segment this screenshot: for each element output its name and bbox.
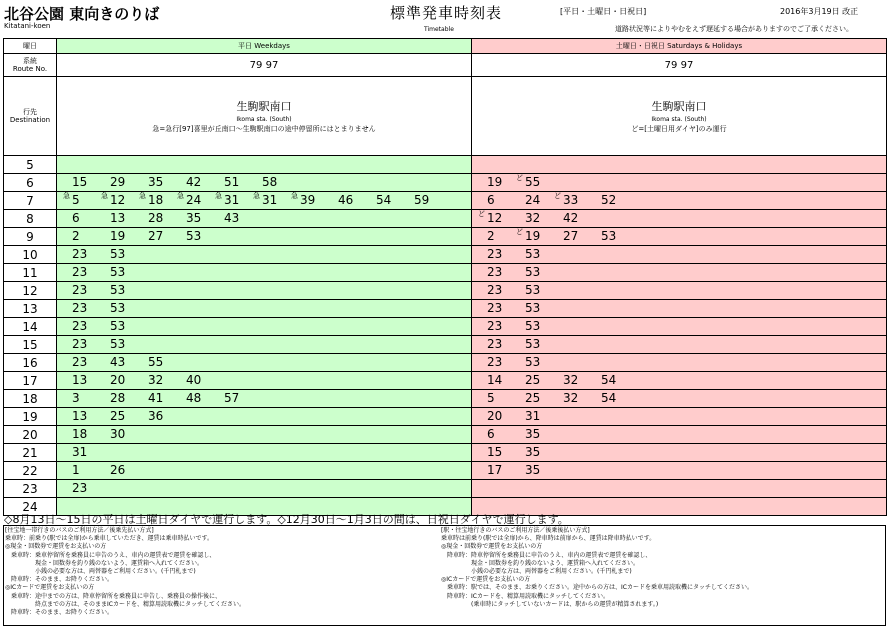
holiday-column-header: 土曜日・日祝日 Saturdays & Holidays xyxy=(472,39,887,54)
hour-rows xyxy=(4,156,887,516)
service-mark: 急 xyxy=(101,192,108,200)
departure-minute: 53 xyxy=(525,319,541,333)
weekday-minutes xyxy=(57,426,472,444)
departure-minute: 20 xyxy=(110,373,126,387)
timetable-header xyxy=(0,0,889,38)
hour-row xyxy=(4,462,887,480)
fare-info-line: 降車時：降車停留所を乗務員に申告のうえ、車内の運賃表で運賃を確認し、 xyxy=(441,551,652,559)
hour-row xyxy=(4,354,887,372)
fare-info-line: 降車時：そのまま、お降りください。 xyxy=(5,576,114,584)
departure-minute: 3 xyxy=(72,391,80,405)
holiday-minutes xyxy=(472,210,887,228)
service-mark: 急 xyxy=(139,192,146,200)
fare-info-line: 降車時：そのまま、お降りください。 xyxy=(5,609,114,617)
departure-minute: 43 xyxy=(110,355,126,369)
departure-minute: 26 xyxy=(110,463,126,477)
service-mark: 急 xyxy=(177,192,184,200)
departure-minute: 35 xyxy=(186,211,202,225)
weekday-minutes xyxy=(57,390,472,408)
fare-info-line: (乗車時にタッチしていないカードは、駅からの運賃が精算されます。) xyxy=(441,600,659,608)
route-row xyxy=(4,54,887,77)
departure-minute: 35 xyxy=(525,427,541,441)
fare-info-line: 降車時：ICカードを、精算用読取機にタッチしてください。 xyxy=(441,592,609,600)
fare-info-line: 乗車時：前乗り(駅では全扉)から乗車していただき、運賃は乗車時払いです。 xyxy=(5,535,213,543)
weekday-minutes xyxy=(57,408,472,426)
departure-minute: 30 xyxy=(110,427,126,441)
departure-minute: 53 xyxy=(525,337,541,351)
departure-minute: 28 xyxy=(148,211,164,225)
departure-minute: 23 xyxy=(487,355,503,369)
service-mark: 急 xyxy=(215,192,222,200)
departure-minute: 36 xyxy=(148,409,164,423)
departure-minute: 23 xyxy=(72,337,88,351)
hour-row xyxy=(4,390,887,408)
holiday-minutes xyxy=(472,264,887,282)
departure-minute: 25 xyxy=(110,409,126,423)
hour-cell: 18 xyxy=(4,390,57,408)
fare-info-line: [駅・往宝地行きのバスのご利用方法／後乗後払い方式] xyxy=(441,527,590,534)
departure-minute: 23 xyxy=(72,283,88,297)
destination-label xyxy=(4,77,57,156)
departure-minute: 23 xyxy=(72,481,88,495)
departure-minute: 13 xyxy=(72,409,88,423)
departure-minute: 53 xyxy=(110,301,126,315)
departure-minute: 54 xyxy=(601,373,617,387)
service-mark: ど xyxy=(478,210,485,218)
weekday-destination-note: 急=急行[97]喜里が丘南口～生駒駅南口の途中停留所にはとまりません xyxy=(152,125,376,133)
weekday-destination-en: Ikoma sta. (South) xyxy=(236,116,292,123)
departure-minute: 31 xyxy=(262,193,278,207)
holiday-minutes xyxy=(472,354,887,372)
hour-cell: 23 xyxy=(4,480,57,498)
hour-row xyxy=(4,372,887,390)
departure-minute: 23 xyxy=(487,247,503,261)
destination-label-en: Destination xyxy=(9,116,51,124)
route-label xyxy=(4,54,57,77)
departure-minute: 48 xyxy=(186,391,202,405)
holiday-minutes xyxy=(472,246,887,264)
stop-romaji: Kitatani-koen xyxy=(4,22,51,30)
weekday-minutes xyxy=(57,228,472,246)
fare-info-line: 乗車時：乗車停留所を乗務員に申告のうえ、車内の運賃表で運賃を確認し、 xyxy=(5,551,216,559)
fare-info-line: ◎ICカードで運賃をお支払いの方 xyxy=(441,576,531,584)
fare-info-line: 乗車時：駅では、そのまま、お乗りください。途中からの方は、ICカードを乗車用読取機にタッチしてください。 xyxy=(441,584,753,592)
departure-minute: 27 xyxy=(563,229,579,243)
departure-minute: 51 xyxy=(224,175,240,189)
revision-date: 2016年3月19日 改正 xyxy=(780,7,859,16)
departure-minute: 53 xyxy=(110,319,126,333)
departure-minute: 13 xyxy=(72,373,88,387)
hour-cell: 15 xyxy=(4,336,57,354)
holiday-minutes xyxy=(472,390,887,408)
departure-minute: 14 xyxy=(487,373,503,387)
fare-info-line: [往宝地一帯行きのバスのご利用方法／後乗先払い方式] xyxy=(5,527,154,534)
departure-minute: 25 xyxy=(525,373,541,387)
departure-minute: 19 xyxy=(487,175,503,189)
weekday-minutes xyxy=(57,156,472,174)
weekday-minutes xyxy=(57,444,472,462)
holiday-minutes xyxy=(472,336,887,354)
departure-minute: 6 xyxy=(487,427,495,441)
departure-minute: 53 xyxy=(110,247,126,261)
departure-minute: 6 xyxy=(487,193,495,207)
departure-minute: 23 xyxy=(487,337,503,351)
departure-minute: 19 xyxy=(110,229,126,243)
weekday-column-header: 平日 Weekdays xyxy=(57,39,472,54)
hour-cell: 24 xyxy=(4,498,57,516)
departure-minute: 28 xyxy=(110,391,126,405)
hour-cell: 16 xyxy=(4,354,57,372)
fare-info-line: 小銭の必要な方は、両替器をご利用ください。(千円札まで) xyxy=(5,568,196,576)
departure-minute: 53 xyxy=(525,265,541,279)
weekday-minutes xyxy=(57,246,472,264)
departure-minute: 23 xyxy=(72,247,88,261)
operation-notice: ◇8月13日～15日の平日は土曜日ダイヤで運行します。◇12月30日～1月3日の間は、日祝日ダイヤで運行します。 xyxy=(4,513,569,526)
weekday-minutes xyxy=(57,300,472,318)
holiday-minutes xyxy=(472,192,887,210)
weekday-route: 79 97 xyxy=(57,54,472,77)
departure-minute: 31 xyxy=(525,409,541,423)
fare-info-line: 現金・回数券を釣り銭のないよう、運賃箱へ入れてください。 xyxy=(5,559,204,567)
service-mark: 急 xyxy=(291,192,298,200)
destination-label-ja: 行先 xyxy=(23,108,37,116)
fare-info-line: 乗車時：途中までの方は、降車停留所を乗務員に申告し、乗務員の操作後に、 xyxy=(5,592,222,600)
departure-minute: 18 xyxy=(148,193,164,207)
departure-minute: 6 xyxy=(72,211,80,225)
departure-minute: 53 xyxy=(525,301,541,315)
departure-minute: 32 xyxy=(563,373,579,387)
fare-info-right xyxy=(441,527,753,609)
departure-minute: 31 xyxy=(224,193,240,207)
departure-minute: 23 xyxy=(487,301,503,315)
hour-row xyxy=(4,444,887,462)
departure-minute: 42 xyxy=(186,175,202,189)
departure-minute: 15 xyxy=(72,175,88,189)
departure-minute: 42 xyxy=(563,211,579,225)
hour-row xyxy=(4,336,887,354)
service-mark: ど xyxy=(554,192,561,200)
departure-minute: 23 xyxy=(487,319,503,333)
departure-minute: 32 xyxy=(148,373,164,387)
holiday-minutes xyxy=(472,228,887,246)
weekday-minutes xyxy=(57,318,472,336)
departure-minute: 53 xyxy=(110,283,126,297)
timetable-subtitle: Timetable xyxy=(424,26,454,33)
departure-minute: 53 xyxy=(525,247,541,261)
fare-info-line: ◎現金・回数券で運賃をお支払いの方 xyxy=(5,543,107,551)
holiday-minutes xyxy=(472,426,887,444)
hour-cell: 21 xyxy=(4,444,57,462)
departure-minute: 23 xyxy=(72,319,88,333)
departure-minute: 2 xyxy=(487,229,495,243)
departure-minute: 53 xyxy=(186,229,202,243)
departure-minute: 41 xyxy=(148,391,164,405)
hour-row xyxy=(4,408,887,426)
holiday-minutes xyxy=(472,300,887,318)
departure-minute: 52 xyxy=(601,193,617,207)
departure-minute: 1 xyxy=(72,463,80,477)
timetable-title: 標準発車時刻表 xyxy=(390,4,503,22)
departure-minute: 20 xyxy=(487,409,503,423)
hour-row xyxy=(4,246,887,264)
departure-minute: 2 xyxy=(72,229,80,243)
holiday-destination xyxy=(472,77,887,156)
hour-cell: 14 xyxy=(4,318,57,336)
weekday-minutes xyxy=(57,372,472,390)
fare-info-line: 小銭の必要な方は、両替器をご利用ください。(千円札まで) xyxy=(441,568,632,576)
hour-row xyxy=(4,174,887,192)
departure-minute: 57 xyxy=(224,391,240,405)
hour-cell: 19 xyxy=(4,408,57,426)
service-mark: ど xyxy=(516,228,523,236)
hour-row xyxy=(4,426,887,444)
weekday-destination xyxy=(57,77,472,156)
hour-cell: 11 xyxy=(4,264,57,282)
departure-minute: 43 xyxy=(224,211,240,225)
hour-row xyxy=(4,300,887,318)
departure-minute: 12 xyxy=(110,193,126,207)
holiday-minutes xyxy=(472,462,887,480)
hour-cell: 12 xyxy=(4,282,57,300)
weekday-minutes xyxy=(57,336,472,354)
fare-info-left xyxy=(5,527,245,617)
hour-cell: 8 xyxy=(4,210,57,228)
hour-row xyxy=(4,156,887,174)
hour-row xyxy=(4,282,887,300)
route-label-ja: 系統 xyxy=(23,57,37,65)
departure-minute: 23 xyxy=(487,283,503,297)
fare-info-line: ◎ICカードで運賃をお支払いの方 xyxy=(5,584,95,592)
holiday-destination-note: ど=[土曜日用ダイヤ]のみ運行 xyxy=(631,125,727,133)
departure-minute: 17 xyxy=(487,463,503,477)
hour-cell: 7 xyxy=(4,192,57,210)
fare-info-line: 乗車時は前乗り(駅では全扉)から、降車時は前扉から、運賃は降車時払いです。 xyxy=(441,535,656,543)
holiday-minutes xyxy=(472,174,887,192)
departure-minute: 53 xyxy=(110,265,126,279)
fare-info-line: ◎現金・回数券で運賃をお支払いの方 xyxy=(441,543,543,551)
route-label-en: Route No. xyxy=(12,65,48,73)
departure-minute: 54 xyxy=(601,391,617,405)
holiday-minutes xyxy=(472,318,887,336)
hour-cell: 13 xyxy=(4,300,57,318)
departure-minute: 55 xyxy=(525,175,541,189)
weekday-minutes xyxy=(57,192,472,210)
fare-info-line: 現金・回数券を釣り銭のないよう、運賃箱へ入れてください。 xyxy=(441,559,640,567)
weekday-minutes xyxy=(57,354,472,372)
departure-minute: 53 xyxy=(525,283,541,297)
hour-cell: 5 xyxy=(4,156,57,174)
hour-row xyxy=(4,318,887,336)
service-mark: ど xyxy=(516,174,523,182)
departure-minute: 40 xyxy=(186,373,202,387)
hour-row xyxy=(4,228,887,246)
hour-row xyxy=(4,192,887,210)
weekday-minutes xyxy=(57,210,472,228)
departure-minute: 24 xyxy=(525,193,541,207)
departure-minute: 12 xyxy=(487,211,503,225)
departure-minute: 29 xyxy=(110,175,126,189)
departure-minute: 35 xyxy=(525,445,541,459)
hour-cell: 9 xyxy=(4,228,57,246)
departure-minute: 33 xyxy=(563,193,579,207)
departure-minute: 32 xyxy=(563,391,579,405)
timetable xyxy=(3,38,887,516)
hour-cell: 20 xyxy=(4,426,57,444)
departure-minute: 53 xyxy=(110,337,126,351)
departure-minute: 25 xyxy=(525,391,541,405)
holiday-minutes xyxy=(472,372,887,390)
departure-minute: 53 xyxy=(601,229,617,243)
departure-minute: 27 xyxy=(148,229,164,243)
hour-cell: 10 xyxy=(4,246,57,264)
departure-minute: 35 xyxy=(148,175,164,189)
day-type-label: [平日・土曜日・日祝日] xyxy=(560,7,647,16)
departure-minute: 55 xyxy=(148,355,164,369)
weekday-minutes xyxy=(57,480,472,498)
hour-row xyxy=(4,210,887,228)
departure-minute: 23 xyxy=(487,265,503,279)
departure-minute: 58 xyxy=(262,175,278,189)
hour-cell: 17 xyxy=(4,372,57,390)
hour-cell: 6 xyxy=(4,174,57,192)
holiday-route: 79 97 xyxy=(472,54,887,77)
departure-minute: 23 xyxy=(72,355,88,369)
departure-minute: 19 xyxy=(525,229,541,243)
departure-minute: 31 xyxy=(72,445,88,459)
departure-minute: 15 xyxy=(487,445,503,459)
departure-minute: 24 xyxy=(186,193,202,207)
holiday-minutes xyxy=(472,408,887,426)
holiday-minutes xyxy=(472,156,887,174)
departure-minute: 23 xyxy=(72,265,88,279)
weekday-minutes xyxy=(57,462,472,480)
service-mark: 急 xyxy=(253,192,260,200)
departure-minute: 5 xyxy=(72,193,80,207)
weekday-minutes xyxy=(57,264,472,282)
holiday-minutes xyxy=(472,480,887,498)
departure-minute: 59 xyxy=(414,193,430,207)
fare-info-line: 終点までの方は、そのままICカードを、精算用読取機にタッチしてください。 xyxy=(5,600,245,608)
day-row xyxy=(4,39,887,54)
hour-row xyxy=(4,480,887,498)
weekday-minutes xyxy=(57,174,472,192)
departure-minute: 54 xyxy=(376,193,392,207)
stop-name: 北谷公園 東向きのりば xyxy=(4,5,160,23)
departure-minute: 13 xyxy=(110,211,126,225)
departure-minute: 32 xyxy=(525,211,541,225)
delay-note: 道路状況等によりやむをえず遅延する場合がありますのでご了承ください。 xyxy=(615,25,853,33)
holiday-minutes xyxy=(472,282,887,300)
departure-minute: 35 xyxy=(525,463,541,477)
destination-row xyxy=(4,77,887,156)
day-label: 曜日 xyxy=(4,39,57,54)
departure-minute: 5 xyxy=(487,391,495,405)
hour-cell: 22 xyxy=(4,462,57,480)
holiday-minutes xyxy=(472,444,887,462)
holiday-destination-en: Ikoma sta. (South) xyxy=(651,116,707,123)
departure-minute: 18 xyxy=(72,427,88,441)
service-mark: 急 xyxy=(63,192,70,200)
hour-row xyxy=(4,264,887,282)
departure-minute: 46 xyxy=(338,193,354,207)
holiday-destination-name: 生駒駅南口 xyxy=(651,100,707,113)
weekday-destination-name: 生駒駅南口 xyxy=(236,100,292,113)
weekday-minutes xyxy=(57,282,472,300)
departure-minute: 23 xyxy=(72,301,88,315)
departure-minute: 53 xyxy=(525,355,541,369)
departure-minute: 39 xyxy=(300,193,316,207)
